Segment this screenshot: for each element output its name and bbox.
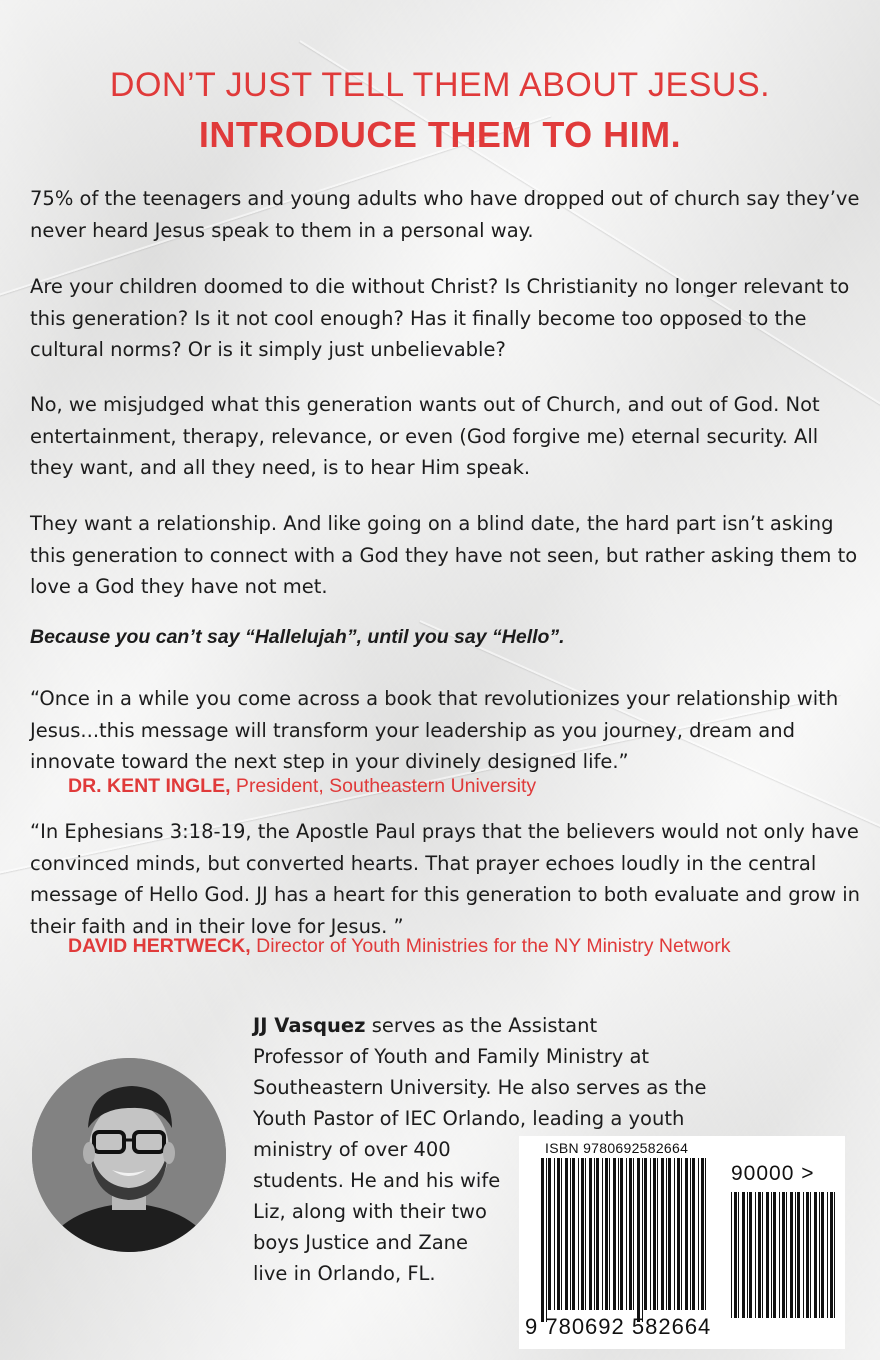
barcode-bar [541,1158,544,1322]
barcode-bar [561,1158,562,1310]
barcode-bar [749,1192,752,1318]
barcode-bar [661,1158,664,1310]
barcode-bar [771,1192,772,1318]
barcode-bar [819,1192,820,1318]
barcode-bar [738,1192,739,1318]
bio-line: Professor of Youth and Family Ministry at [253,1045,650,1068]
barcode-bar [834,1192,835,1318]
author-photo [32,1058,226,1252]
barcode-bar [762,1192,763,1318]
barcode-bar [827,1192,828,1318]
bio-line: live in Orlando, FL. [253,1262,436,1285]
isbn-barcode [519,1136,845,1349]
barcode-bar [653,1158,656,1310]
barcode-bar [570,1158,571,1310]
body-paragraph: No, we misjudged what this generation wants out of Church, and out of God. Not entertainment, therapy, relevance, or even (God forgive me) eternal security. All they want, and all they need, is to hear Him speak. [30,393,820,479]
barcode-bar [731,1192,732,1318]
barcode-bar [797,1192,800,1318]
barcode-bar [644,1158,647,1310]
barcode-bar [650,1158,651,1310]
bio-line: Liz, along with their two [253,1200,487,1223]
barcode-bar [546,1158,547,1322]
barcode-bar [642,1158,643,1322]
bio-text: serves as the Assistant [365,1014,598,1037]
barcode-bar [677,1158,680,1310]
barcode-bar [742,1192,745,1318]
headline-line-1: DON’T JUST TELL THEM ABOUT JESUS. [109,66,771,104]
bio-line: Southeastern University. He also serves as the [253,1076,707,1099]
endorsement-attribution [68,935,730,958]
barcode-bar [594,1158,595,1310]
barcode-bar [803,1192,804,1318]
barcode-bar [666,1158,667,1310]
barcode-bar [633,1158,634,1310]
bio-line: boys Justice and Zane [253,1231,469,1254]
endorser-title: President, Southeastern University [230,775,537,797]
barcode-bar [565,1158,568,1310]
barcode-bar [779,1192,780,1318]
barcode-bar [585,1158,586,1310]
barcode-bar [786,1192,787,1318]
author-name: JJ Vasquez [253,1014,366,1037]
barcode-bar [602,1158,603,1310]
endorsement-quote: “In Ephesians 3:18-19, the Apostle Paul prays that the believers would not only have convinced minds, but converted hearts. That prayer echoes loudly in the central message of Hello God. JJ has a heart for this generation to both evaluate and grow in their faith and in their love for Jesus. ” [30,820,861,938]
barcode-bar [773,1192,776,1318]
bio-line: students. He and his wife [253,1169,501,1192]
barcode-bar [618,1158,619,1310]
barcode-bar [572,1158,575,1310]
barcode-bar [766,1192,769,1318]
isbn-label: ISBN 9780692582664 [545,1140,689,1156]
barcode-bar [830,1192,833,1318]
endorsement-attribution [68,775,536,798]
barcode-bar [755,1192,756,1318]
barcode-bar [674,1158,675,1310]
bio-line: ministry of over 400 [253,1138,451,1161]
barcode-bar [692,1158,695,1310]
barcode-bar [681,1158,682,1310]
body-paragraph: Are your children doomed to die without Christ? Is Christianity no longer relevant to this generation? Is it not cool enough? Has it finally become too opposed to the cultural norms? Or is it simply just unbelievable? [30,275,850,361]
barcode-bar [548,1158,551,1310]
barcode-bar [810,1192,811,1318]
barcode-bar [795,1192,796,1318]
barcode-bar [782,1192,785,1318]
barcode-bar [554,1158,555,1310]
barcode-bar [821,1192,824,1318]
barcode-bar [605,1158,608,1310]
headline-line-2: INTRODUCE THEM TO HIM. [198,114,682,155]
barcode-bar [620,1158,623,1310]
barcode-bar [578,1158,579,1310]
endorser-name: DAVID HERTWECK, [68,935,251,957]
barcode-bar [747,1192,748,1318]
author-portrait-image [32,1058,226,1252]
barcode-bar [698,1158,699,1310]
body-paragraph: 75% of the teenagers and young adults who have dropped out of church say they’ve never heard Jesus speak to them in a personal way. [30,187,860,242]
barcode-bar [657,1158,658,1310]
endorser-title: Director of Youth Ministries for the NY Ministry Network [250,935,731,957]
tagline: Because you can’t say “Hallelujah”, until you say “Hello”. [30,626,565,648]
barcode-digits: 9 780692 582664 [525,1314,712,1339]
bio-line [253,1010,743,1041]
bio-line: Youth Pastor of IEC Orlando, leading a youth [253,1107,685,1130]
barcode-bar [734,1192,737,1318]
barcode-bar [758,1192,761,1318]
barcode-bar [609,1158,610,1310]
barcode-bar [589,1158,592,1310]
barcode-addon-price: 90000 > [731,1162,815,1185]
barcode-bar [806,1192,809,1318]
barcode-bar [790,1192,793,1318]
body-paragraph: They want a relationship. And like going on a blind date, the hard part isn’t asking this generation to connect with a God they have not seen, but rather asking them to love a God they have not met. [30,512,858,598]
barcode-bar [581,1158,584,1310]
barcode-bar [701,1158,704,1310]
barcode-bar [557,1158,560,1310]
barcode-bar [685,1158,688,1310]
barcode-bar [668,1158,671,1310]
endorsement-quote: “Once in a while you come across a book that revolutionizes your relationship with Jesus...this message will transform your leadership as you journey, dream and innovate toward the next step in your divinely designed life.” [30,687,839,773]
barcode-bar [596,1158,599,1310]
barcode-bar [613,1158,616,1310]
barcode-bar [814,1192,817,1318]
barcode-bar [637,1158,640,1322]
endorser-name: DR. KENT INGLE, [68,775,231,797]
barcode-bar [690,1158,691,1310]
barcode-bar [626,1158,627,1310]
barcode-bar [629,1158,632,1310]
barcode-bar [705,1158,706,1310]
